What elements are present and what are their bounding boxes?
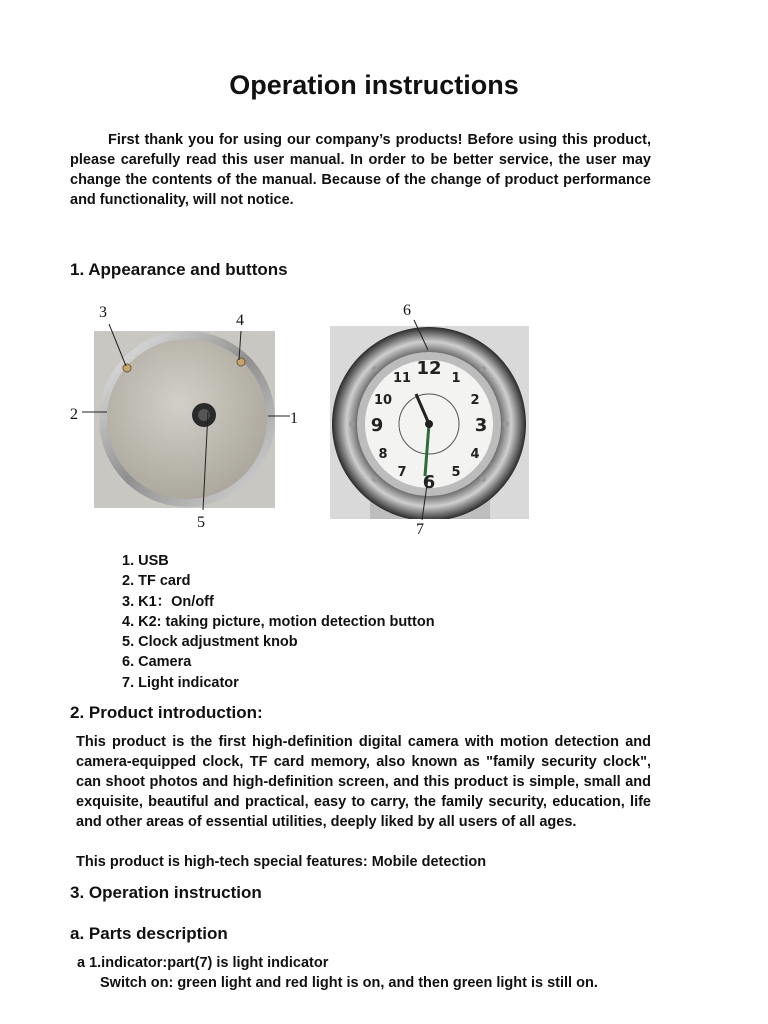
callout-1: 1 xyxy=(290,410,298,427)
intro-paragraph: First thank you for using our company’s products! Before using this product, please carefully read this user manual. In order to be better service, the user may change the contents of the manual. Because of the change of product performance and functionality, will not notice. xyxy=(70,132,651,208)
clock-numeral-3: 3 xyxy=(474,415,488,436)
clock-numeral-9: 9 xyxy=(370,415,384,436)
callout-5: 5 xyxy=(197,514,205,531)
list-item: 4. K2: taking picture, motion detection button xyxy=(122,613,435,630)
callout-4: 4 xyxy=(236,312,244,329)
callout-2: 2 xyxy=(70,406,78,423)
list-item: 5. Clock adjustment knob xyxy=(122,634,298,651)
callout-7: 7 xyxy=(416,521,424,538)
clock-numeral-6: 6 xyxy=(422,472,436,493)
section-1-heading: 1. Appearance and buttons xyxy=(70,260,288,279)
indicator-detail: Switch on: green light and red light is on, and then green light is still on. xyxy=(100,975,598,991)
page-title: Operation instructions xyxy=(229,70,519,100)
features-line: This product is high-tech special features: Mobile detection xyxy=(76,854,487,870)
clock-numeral-1: 1 xyxy=(451,371,461,386)
clock-numeral-5: 5 xyxy=(451,465,461,480)
indicator-item: a 1.indicator:part(7) is light indicator xyxy=(77,955,329,971)
callout-6: 6 xyxy=(403,302,411,319)
clock-numeral-4: 4 xyxy=(470,447,480,462)
product-intro-paragraph: This product is the first high-definition digital camera with motion detection and camera-equipped clock, TF card memory, also known as "family security clock", can shoot photos and high-definition screen, and this product is simple, small and exquisite, beautiful and practical, easy to carry, the family security, education, life and other areas of essential utilities, deeply liked by all users of all ages. xyxy=(76,734,651,830)
list-item: 1. USB xyxy=(122,553,169,569)
clock-numeral-10: 10 xyxy=(373,393,393,408)
section-3-heading: 3. Operation instruction xyxy=(70,883,262,902)
parts-list xyxy=(122,551,435,693)
clock-numeral-12: 12 xyxy=(416,358,442,379)
clock-numeral-7: 7 xyxy=(397,465,407,480)
clock-numeral-11: 11 xyxy=(392,371,412,386)
list-item: 6. Camera xyxy=(122,654,192,671)
clock-numeral-2: 2 xyxy=(470,393,480,408)
parts-description-heading: a. Parts description xyxy=(70,924,228,943)
clock-numeral-8: 8 xyxy=(378,447,388,462)
list-item: 2. TF card xyxy=(122,573,191,590)
list-item: 7. Light indicator xyxy=(122,674,239,691)
section-2-heading: 2. Product introduction: xyxy=(70,703,263,722)
callout-3: 3 xyxy=(99,304,107,321)
list-item: 3. K1：On/off xyxy=(122,593,214,610)
